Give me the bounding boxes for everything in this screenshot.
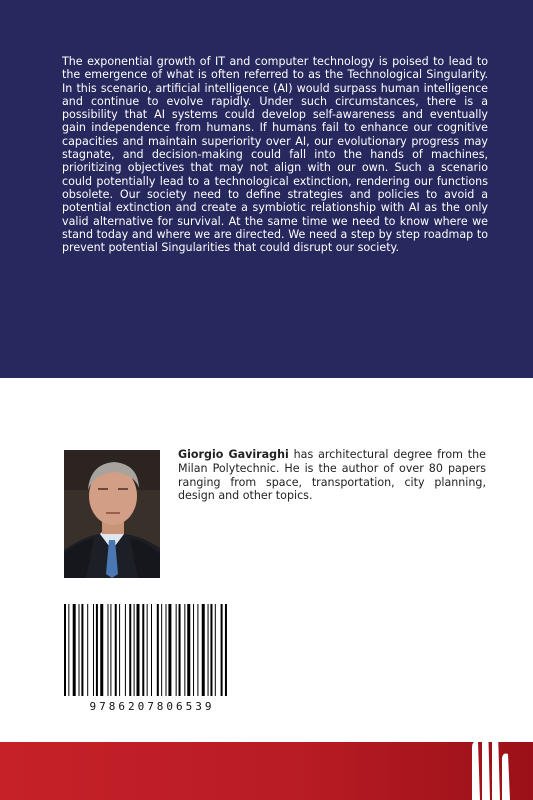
barcode-bar [166, 604, 167, 696]
barcode-bar [215, 604, 216, 696]
barcode-bar [197, 604, 198, 696]
barcode-bar [202, 604, 205, 696]
barcode-bar [81, 604, 83, 696]
barcode-bar [168, 604, 171, 696]
barcode-bar [137, 604, 140, 696]
barcode-bar [64, 604, 66, 696]
barcode-bar [119, 604, 120, 696]
barcode-bar [129, 604, 131, 696]
author-portrait-icon [64, 450, 160, 578]
barcode-bar [134, 604, 135, 696]
barcode-bar [151, 604, 152, 696]
barcode-bar [142, 604, 144, 696]
barcode-bar [68, 604, 69, 696]
barcode-bar [210, 604, 212, 696]
barcode-bar [179, 604, 181, 696]
barcode-bar [221, 604, 223, 696]
book-blurb: The exponential growth of IT and computer technology is poised to lead to the emergence of what is often referred to as the Technological Singularity. In this scenario, artificial intelligence (AI) would surpass human intelligence and continue to evolve rapidly. Under such circumstances, there is a possibility that AI systems could develop self-awareness and eventually gain independence from humans. If humans fail to enhance our cognitive capacities and maintain superiority over AI, our evolutionary progress may stagnate, and decision-making could fall into the hands of machines, prioritizing objectives that may not align with our own. Such a scenario could potentially lead to a technological extinction, rendering our functions obsolete. Our society need to define strategies and policies to avoid a potential extinction and create a symbiotic relationship with AI as the only valid alternative for survival. At the same time we need to know where we stand today and where we are directed. We need a step by step roadmap to prevent potential Singularities that could disrupt our society. [62, 55, 488, 255]
stacked-white-shapes-logo-icon [466, 718, 512, 800]
barcode-bar [225, 604, 227, 696]
barcode-bar [161, 604, 162, 696]
author-name: Giorgio Gaviraghi [178, 448, 289, 461]
barcode-bar [96, 604, 98, 696]
barcode-bar [100, 604, 103, 696]
barcode-bar [184, 604, 185, 696]
barcode-bar [208, 604, 209, 696]
barcode-bar [108, 604, 109, 696]
barcode-bar [147, 604, 148, 696]
barcode-bar [87, 604, 88, 696]
barcode-bar [176, 604, 177, 696]
barcode-bar [79, 604, 80, 696]
barcode-bar [93, 604, 94, 696]
author-bio [178, 448, 486, 503]
blurb-panel [0, 0, 533, 378]
barcode-bar [73, 604, 76, 696]
bottom-red-band [0, 742, 533, 800]
author-bio-text: has architectural degree from the Milan Polytechnic. He is the author of over 80 papers ranging from space, transportation, city planning, design and other topics. [178, 448, 486, 503]
isbn-number: 9786207806539 [89, 700, 215, 713]
barcode-bar [115, 604, 117, 696]
barcode-bar [157, 604, 159, 696]
barcode-bar [110, 604, 111, 696]
barcode-bar [193, 604, 194, 696]
barcode-bar [187, 604, 190, 696]
barcode-bar [125, 604, 126, 696]
